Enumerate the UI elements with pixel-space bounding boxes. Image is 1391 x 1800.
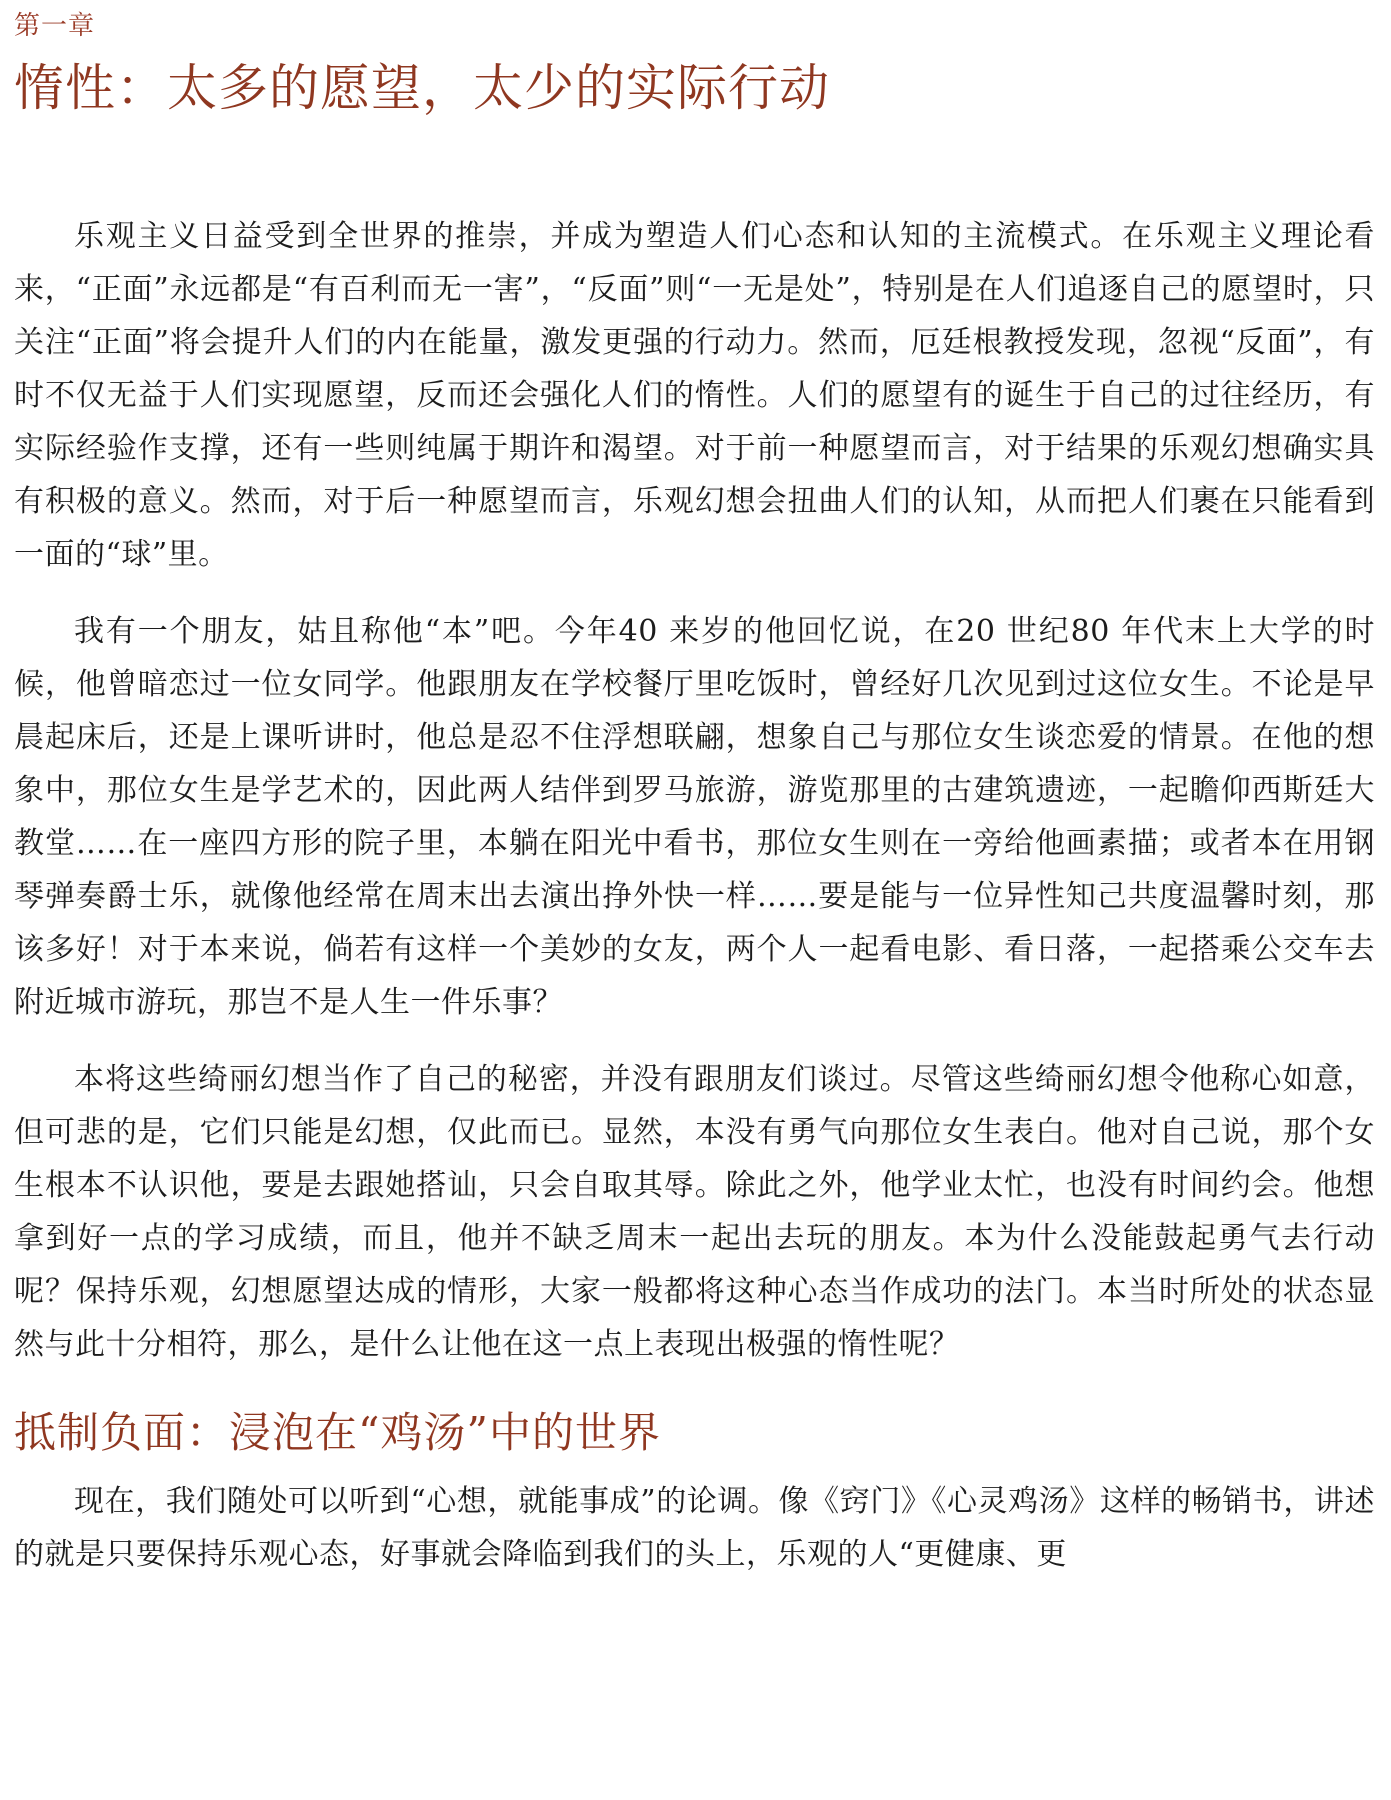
paragraph-1: 乐观主义日益受到全世界的推崇，并成为塑造人们心态和认知的主流模式。在乐观主义理论看来，“正面”永远都是“有百利而无一害”，“反面”则“一无是处”，特别是在人们追逐自己的愿望时，只关注“正面”将会提升人们的内在能量，激发更强的行动力。然而，厄廷根教授发现，忽视“反面”，有时不仅无益于人们实现愿望，反而还会强化人们的惰性。人们的愿望有的诞生于自己的过往经历，有实际经验作支撑，还有一些则纯属于期许和渴望。对于前一种愿望而言，对于结果的乐观幻想确实具有积极的意义。然而，对于后一种愿望而言，乐观幻想会扭曲人们的认知，从而把人们裹在只能看到一面的“球”里。 [14, 219, 1375, 572]
paragraph-2: 我有一个朋友，姑且称他“本”吧。今年40 来岁的他回忆说，在20 世纪80 年代末上大学的时候，他曾暗恋过一位女同学。他跟朋友在学校餐厅里吃饭时，曾经好几次见到过这位女生。不论是早晨起床后，还是上课听讲时，他总是忍不住浮想联翩，想象自己与那位女生谈恋爱的情景。在他的想象中，那位女生是学艺术的，因此两人结伴到罗马旅游，游览那里的古建筑遗迹，一起瞻仰西斯廷大教堂……在一座四方形的院子里，本躺在阳光中看书，那位女生则在一旁给他画素描；或者本在用钢琴弹奏爵士乐，就像他经常在周末出去演出挣外快一样……要是能与一位异性知己共度温馨时刻，那该多好！对于本来说，倘若有这样一个美妙的女友，两个人一起看电影、看日落，一起搭乘公交车去附近城市游玩，那岂不是人生一件乐事？ [14, 614, 1375, 1020]
chapter-label: 第一章 [14, 11, 96, 41]
section-paragraph: 现在，我们随处可以听到“心想，就能事成”的论调。像《窍门》《心灵鸡汤》这样的畅销书，讲述的就是只要保持乐观心态，好事就会降临到我们的头上，乐观的人“更健康、更 [14, 1484, 1375, 1572]
chapter-title: 惰性：太多的愿望，太少的实际行动 [14, 59, 830, 117]
paragraph-3: 本将这些绮丽幻想当作了自己的秘密，并没有跟朋友们谈过。尽管这些绮丽幻想令他称心如意，但可悲的是，它们只能是幻想，仅此而已。显然，本没有勇气向那位女生表白。他对自己说，那个女生根本不认识他，要是去跟她搭讪，只会自取其辱。除此之外，他学业太忙，也没有时间约会。他想拿到好一点的学习成绩，而且，他并不缺乏周末一起出去玩的朋友。本为什么没能鼓起勇气去行动呢？保持乐观，幻想愿望达成的情形，大家一般都将这种心态当作成功的法门。本当时所处的状态显然与此十分相符，那么，是什么让他在这一点上表现出极强的惰性呢？ [14, 1062, 1375, 1362]
section-heading: 抵制负面：浸泡在“鸡汤”中的世界 [14, 1408, 661, 1457]
